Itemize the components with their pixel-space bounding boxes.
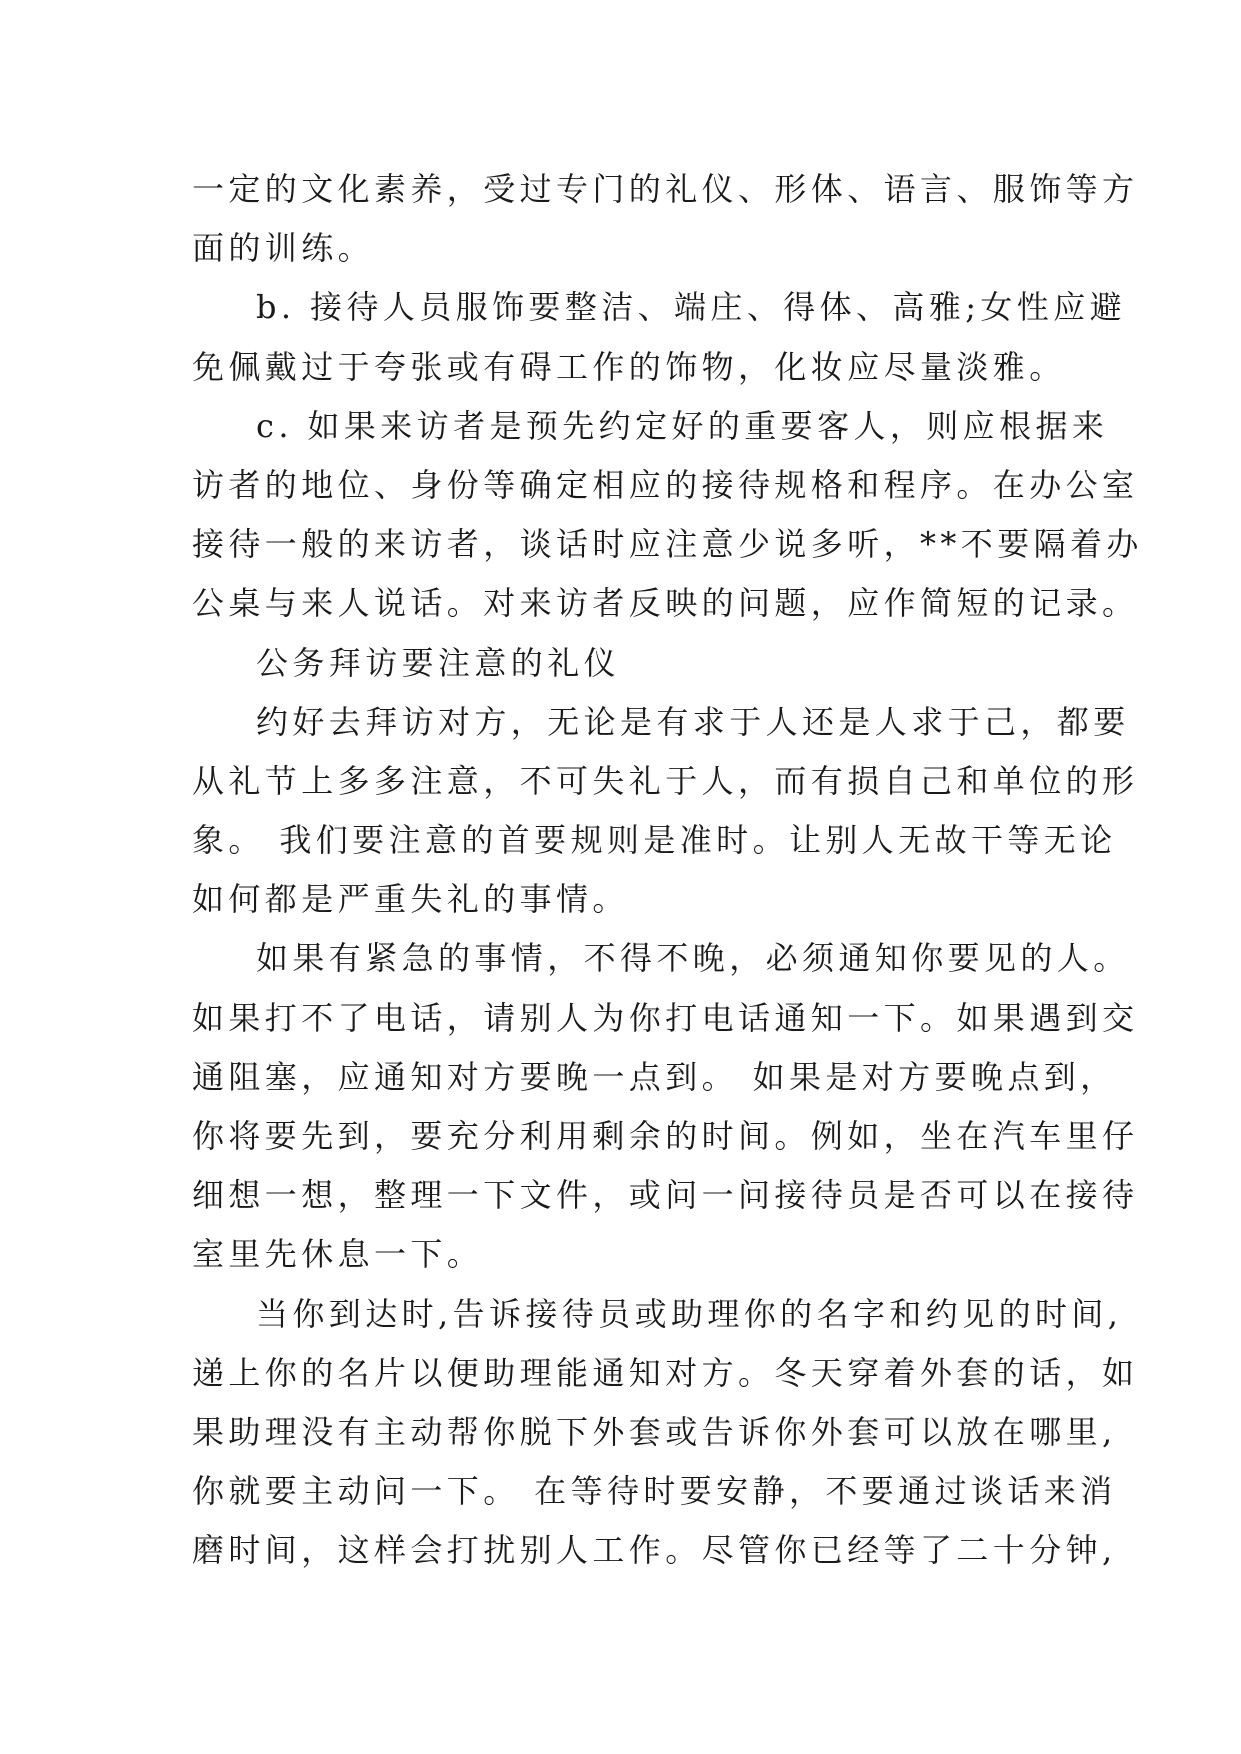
text-line-11: 从礼节上多多注意，不可失礼于人，而有损自己和单位的形 bbox=[192, 761, 1139, 800]
text-line-5: c. 如果来访者是预先约定好的重要客人，则应根据来 bbox=[256, 406, 1109, 445]
text-line-3: b. 接待人员服饰要整洁、端庄、得体、高雅;女性应避 bbox=[256, 288, 1127, 327]
text-line-22: 果助理没有主动帮你脱下外套或告诉你外套可以放在哪里, bbox=[192, 1412, 1117, 1451]
text-line-2: 面的训练。 bbox=[192, 229, 375, 268]
text-line-7: 接待一般的来访者，谈话时应注意少说多听，**不要隔着办 bbox=[192, 525, 1143, 564]
text-line-16: 通阻塞，应通知对方要晚一点到。 如果是对方要晚点到， bbox=[192, 1057, 1117, 1096]
text-line-13: 如何都是严重失礼的事情。 bbox=[192, 880, 629, 919]
text-line-17: 你将要先到，要充分利用剩余的时间。例如，坐在汽车里仔 bbox=[192, 1117, 1139, 1155]
text-line-21: 递上你的名片以便助理能通知对方。冬天穿着外套的话，如 bbox=[192, 1353, 1139, 1392]
text-line-23: 你就要主动问一下。 在等待时要安静，不要通过谈话来消 bbox=[192, 1472, 1117, 1511]
text-line-18: 细想一想，整理一下文件，或问一问接待员是否可以在接待 bbox=[192, 1176, 1139, 1215]
document-body bbox=[192, 160, 1143, 1581]
section-heading: 公务拜访要注意的礼仪 bbox=[256, 643, 621, 682]
text-line-14: 如果有紧急的事情，不得不晚，必须通知你要见的人。 bbox=[256, 939, 1130, 978]
text-line-10: 约好去拜访对方，无论是有求于人还是人求于己，都要 bbox=[256, 702, 1130, 741]
text-line-6: 访者的地位、身份等确定相应的接待规格和程序。在办公室 bbox=[192, 465, 1139, 504]
text-line-15: 如果打不了电话，请别人为你打电话通知一下。如果遇到交 bbox=[192, 998, 1139, 1037]
text-line-4: 免佩戴过于夸张或有碍工作的饰物，化妆应尽量淡雅。 bbox=[192, 347, 1066, 386]
text-line-24: 磨时间，这样会打扰别人工作。尽管你已经等了二十分钟, bbox=[192, 1531, 1117, 1570]
text-line-1: 一定的文化素养，受过专门的礼仪、形体、语言、服饰等方 bbox=[192, 170, 1139, 208]
text-line-19: 室里先休息一下。 bbox=[192, 1235, 484, 1274]
text-line-8: 公桌与来人说话。对来访者反映的问题，应作简短的记录。 bbox=[192, 584, 1139, 623]
text-line-12: 象。 我们要注意的首要规则是准时。让别人无故干等无论 bbox=[192, 821, 1117, 860]
text-line-20: 当你到达时,告诉接待员或助理你的名字和约见的时间, bbox=[256, 1294, 1123, 1333]
